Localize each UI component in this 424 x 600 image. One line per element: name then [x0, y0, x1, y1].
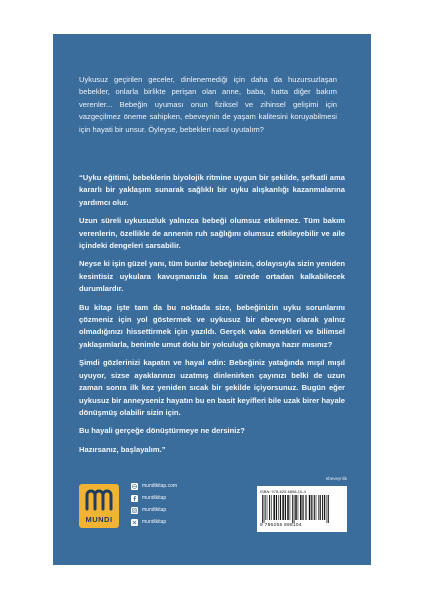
barcode-bar: [306, 495, 307, 520]
social-links: [131, 480, 241, 528]
barcode-bar: [269, 495, 270, 520]
quote-paragraph-6: Bu hayali gerçeğe dönüştürmeye ne dersiniz?: [79, 426, 245, 436]
barcode-bar: [305, 495, 306, 520]
social-text-x: mundikitap: [142, 519, 167, 525]
quote-block: [79, 172, 345, 462]
barcode-bar: [295, 495, 297, 520]
barcode-bar: [320, 495, 321, 520]
quote-paragraph-2: Uzun süreli uykusuzluk yalnızca bebeği olumsuz etkilemez. Tüm bakım verenlerin, özellikle de annenin ruh sağlığını olumsuz etkileyebilir ve aile içindeki dengeleri sarsabilir.: [79, 216, 345, 251]
barcode-bar: [273, 495, 275, 520]
isbn-text: ISBN: 978-625-6898-10-4: [260, 489, 306, 494]
barcode-bar: [324, 495, 325, 520]
web-icon: [131, 483, 138, 490]
back-cover: [53, 34, 371, 565]
barcode-digits: 9 786255 898104: [260, 523, 302, 528]
category-label: ebeveynlik: [325, 476, 347, 481]
logo-mark-icon: [85, 489, 113, 511]
intro-text: Uykusuz geçirilen geceler, dinlenemediği için daha da huzursuzlaşan bebekler, onlarla birlikte perişan olan anne, baba, hatta diğer bakım verenler... Bebeğin uyuması onun fiziksel ve zihinsel gelişimi için vazgeçilmez öneme sahipken, ebeveynin de yaşam kalitesini koruyabilmesi için hayati bir unsur. Öyleyse, bebekleri nasıl uyutalım?: [79, 75, 337, 134]
barcode-bar: [318, 495, 319, 520]
barcode-bar: [294, 495, 295, 523]
social-item-web: [131, 480, 241, 492]
x-icon: [131, 519, 138, 526]
barcode-bar: [280, 495, 281, 520]
barcode-bar: [282, 495, 284, 520]
barcode-bar: [298, 495, 299, 520]
social-text-instagram: mundikitap: [142, 507, 167, 513]
barcode-bar: [264, 495, 265, 523]
barcode-bar: [271, 495, 272, 520]
facebook-icon: [131, 495, 138, 502]
social-item-instagram: [131, 504, 241, 516]
social-text-web: mundikitap.com: [142, 483, 178, 489]
barcode: [257, 486, 347, 532]
quote-paragraph-7: Hazırsanız, başlayalım.”: [79, 444, 166, 454]
barcode-bar: [311, 495, 312, 520]
barcode-bar: [327, 495, 328, 523]
barcode-bar: [276, 495, 277, 520]
barcode-bar: [267, 495, 268, 520]
quote-paragraph-1: “Uyku eğitimi, bebeklerin biyolojik ritmine uygun bir şekilde, şefkatli ama kararlı bir yaklaşım sunarak sağlıklı bir uyku alışkanlığı kazanmalarına yardımcı olur.: [79, 173, 345, 207]
barcode-bar: [285, 495, 286, 520]
barcode-bar: [300, 495, 302, 520]
barcode-bar: [316, 495, 317, 520]
social-text-facebook: mundikitap: [142, 495, 167, 501]
cover-footer: [79, 476, 347, 532]
barcode-bar: [322, 495, 323, 520]
barcode-bar: [328, 495, 329, 523]
barcode-bar: [314, 495, 315, 520]
barcode-bar: [278, 495, 279, 520]
social-item-x: [131, 516, 241, 528]
quote-paragraph-5: Şimdi gözlerinizi kapatın ve hayal edin: Bebeğiniz yatağında mışıl mışıl uyuyor, sizse ayaklarınızı uzatmış dinlenirken çayınızı belki de uzun zaman sonra ilk kez yeniden sıcak bir şekilde içiyorsunuz. Bugün eğer uykusuz bir anneyseniz hayatın bu en basit keyifleri bile uzak birer hayale dönüşmüş olabilir sizin için.: [79, 358, 345, 417]
barcode-bar: [309, 495, 311, 520]
barcode-bar: [292, 495, 293, 523]
barcode-bars: [260, 495, 344, 523]
barcode-bar: [287, 495, 289, 520]
barcode-bar: [265, 495, 266, 520]
publisher-logo: [79, 484, 119, 528]
instagram-icon: [131, 507, 138, 514]
barcode-bar: [262, 495, 263, 523]
quote-paragraph-3: Neyse ki işin güzel yanı, tüm bunlar bebeğinizin, dolayısıyla sizin yeniden kesintisiz uykulara kavuşmanızla kısa sürede ortadan kalkabilecek durumlardır.: [79, 259, 345, 294]
quote-paragraph-4: Bu kitap işte tam da bu noktada size, bebeğinizin uyku sorunlarını çözmeniz için yol göstermek ve uykusuz bir ebeveyn olarak yalnız olmadığınızı hissettirmek için yazıldı. Gerçek vaka örnekleri ve bilimsel yaklaşımlarla, benimle umut dolu bir yolculuğa çıkmaya hazır mısınız?: [79, 302, 345, 349]
barcode-bar: [302, 495, 303, 520]
barcode-bar: [290, 495, 291, 520]
publisher-name: MUNDI: [85, 515, 113, 524]
social-item-facebook: [131, 492, 241, 504]
